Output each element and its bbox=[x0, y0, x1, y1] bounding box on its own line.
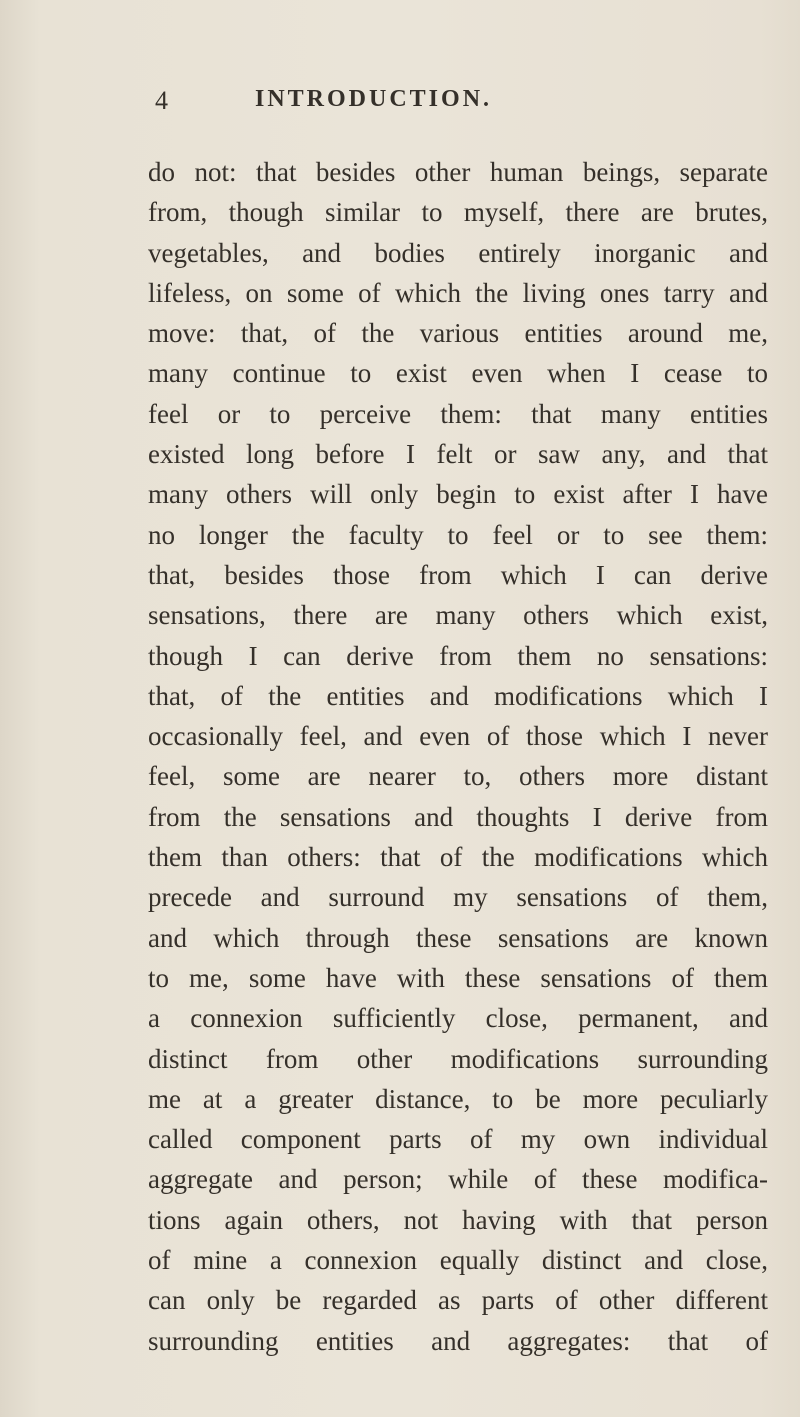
text-line: sensations, there are many others which exist, bbox=[148, 600, 768, 631]
text-line: distinct from other modifications surrounding bbox=[148, 1043, 768, 1074]
text-line: that, besides those from which I can derive bbox=[148, 559, 768, 590]
text-line: me at a greater distance, to be more peculiarly bbox=[148, 1083, 768, 1114]
text-line: lifeless, on some of which the living ones tarry and bbox=[148, 277, 768, 308]
text-line: feel, some are nearer to, others more distant bbox=[148, 761, 768, 792]
text-line: do not: that besides other human beings, separate bbox=[148, 157, 768, 187]
text-line: precede and surround my sensations of them, bbox=[148, 882, 768, 913]
text-line: aggregate and person; while of these modifica- bbox=[148, 1164, 768, 1195]
text-line: surrounding entities and aggregates: that of bbox=[148, 1325, 768, 1356]
text-line: move: that, of the various entities around me, bbox=[148, 318, 768, 349]
text-line: many continue to exist even when I cease to bbox=[148, 358, 768, 389]
text-line: tions again others, not having with that person bbox=[148, 1204, 768, 1235]
text-line: a connexion sufficiently close, permanent, and bbox=[148, 1003, 768, 1034]
body-text bbox=[148, 152, 768, 1361]
text-line: many others will only begin to exist after I have bbox=[148, 479, 768, 510]
text-line: can only be regarded as parts of other different bbox=[148, 1285, 768, 1316]
text-line: to me, some have with these sensations of them bbox=[148, 962, 768, 993]
text-line: of mine a connexion equally distinct and close, bbox=[148, 1245, 768, 1276]
text-line: that, of the entities and modifications which I bbox=[148, 680, 768, 711]
text-line: feel or to perceive them: that many entities bbox=[148, 398, 768, 429]
text-line: called component parts of my own individual bbox=[148, 1124, 768, 1155]
text-line: no longer the faculty to feel or to see them: bbox=[148, 519, 768, 550]
text-line: them than others: that of the modifications which bbox=[148, 842, 768, 873]
text-line: from the sensations and thoughts I derive from bbox=[148, 801, 768, 832]
text-line: though I can derive from them no sensations: bbox=[148, 640, 768, 671]
text-line: vegetables, and bodies entirely inorganic and bbox=[148, 237, 768, 268]
text-line: from, though similar to myself, there are brutes, bbox=[148, 197, 768, 228]
text-line: occasionally feel, and even of those which I never bbox=[148, 721, 768, 752]
running-title: INTRODUCTION. bbox=[255, 86, 493, 112]
text-line: and which through these sensations are known bbox=[148, 922, 768, 953]
page-number: 4 bbox=[155, 86, 169, 115]
text-line: existed long before I felt or saw any, and that bbox=[148, 439, 768, 470]
running-head bbox=[0, 86, 800, 122]
